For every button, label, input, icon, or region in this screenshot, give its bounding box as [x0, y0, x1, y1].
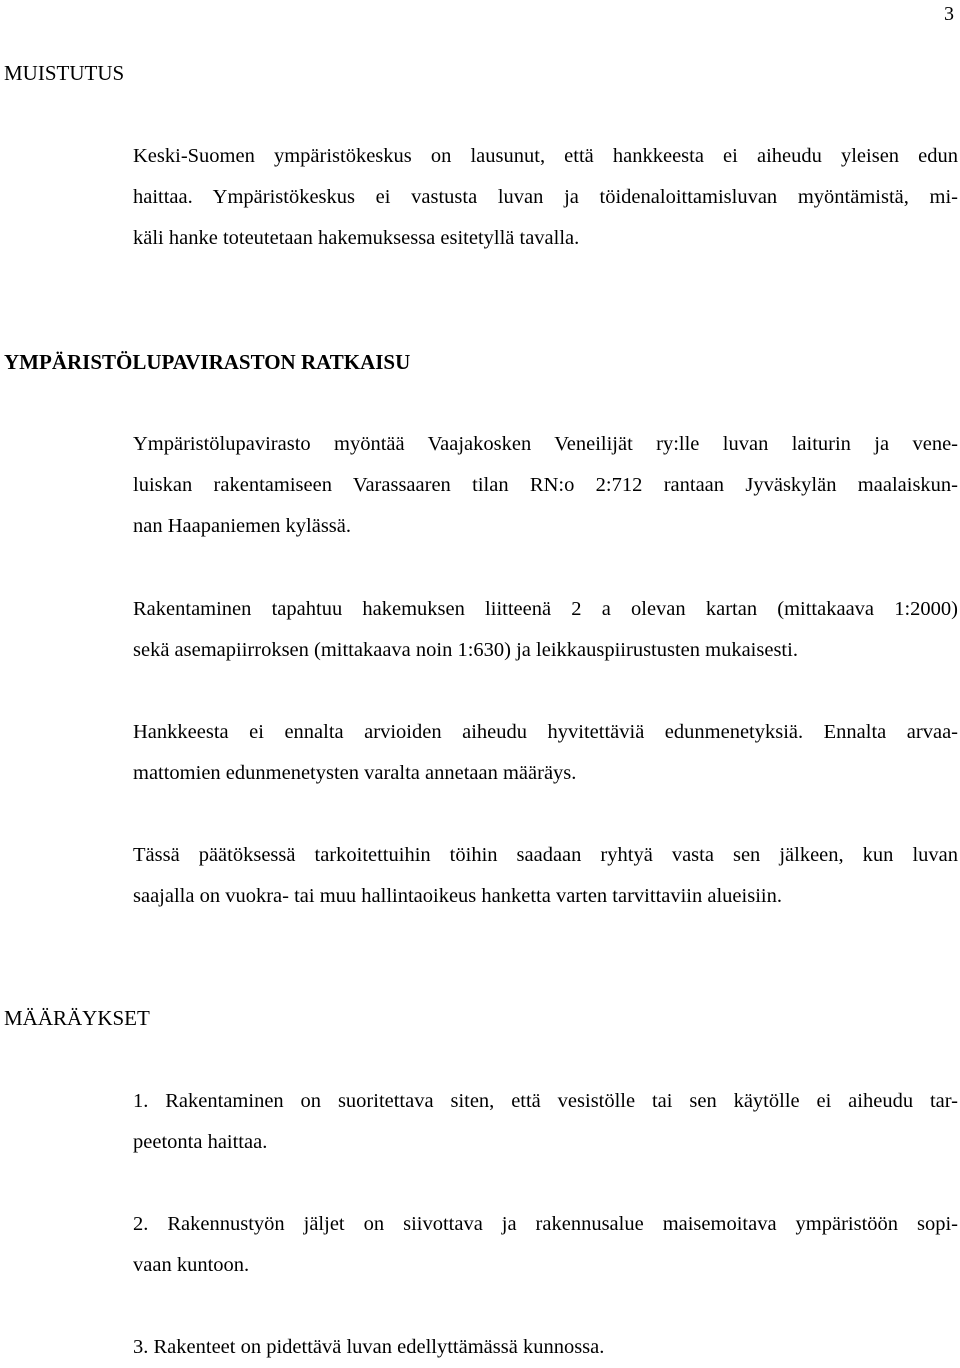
paragraph-ratkaisu-4 [133, 835, 958, 917]
list-item-maarays-1 [133, 1081, 958, 1163]
text-line: saajalla on vuokra- tai muu hallintaoikeus hanketta varten tarvittaviin alueisiin. [133, 885, 782, 907]
text-line: sekä asemapiirroksen (mittakaava noin 1:630) ja leikkauspiirustusten mukaisesti. [133, 639, 798, 661]
section-heading-ratkaisu: YMPÄRISTÖLUPAVIRASTON RATKAISU [4, 350, 411, 374]
list-item-maarays-3 [133, 1327, 958, 1368]
paragraph-ratkaisu-1 [133, 424, 958, 547]
text-line: Rakentaminen tapahtuu hakemuksen liitteenä 2 a olevan kartan (mittakaava 1:2000) [133, 598, 958, 620]
section-heading-maaraykset: MÄÄRÄYKSET [4, 1006, 150, 1030]
text-line: käli hanke toteutetaan hakemuksessa esitetyllä tavalla. [133, 227, 580, 249]
text-line: haittaa. Ympäristökeskus ei vastusta luvan ja töidenaloittamisluvan myöntämistä, mi- [133, 186, 958, 208]
paragraph-ratkaisu-3 [133, 712, 958, 794]
page-number: 3 [944, 3, 954, 25]
paragraph-ratkaisu-2 [133, 589, 958, 671]
text-line: Hankkeesta ei ennalta arvioiden aiheudu hyvitettäviä edunmenetyksiä. Ennalta arvaa- [133, 721, 958, 743]
text-line: mattomien edunmenetysten varalta annetaan määräys. [133, 762, 577, 784]
text-line: Tässä päätöksessä tarkoitettuihin töihin saadaan ryhtyä vasta sen jälkeen, kun luvan [133, 844, 958, 866]
text-line: 1. Rakentaminen on suoritettava siten, että vesistölle tai sen käytölle ei aiheudu tar- [133, 1090, 958, 1112]
text-line: 2. Rakennustyön jäljet on siivottava ja rakennusalue maisemoitava ympäristöön sopi- [133, 1213, 958, 1235]
text-line: Ympäristölupavirasto myöntää Vaajakosken Veneilijät ry:lle luvan laiturin ja vene- [133, 433, 958, 455]
text-line: 3. Rakenteet on pidettävä luvan edellyttämässä kunnossa. [133, 1336, 605, 1358]
text-line: peetonta haittaa. [133, 1131, 268, 1153]
text-line: vaan kuntoon. [133, 1254, 250, 1276]
list-item-maarays-2 [133, 1204, 958, 1286]
text-line: Keski-Suomen ympäristökeskus on lausunut, että hankkeesta ei aiheudu yleisen edun [133, 145, 958, 167]
paragraph-muistutus [133, 136, 958, 259]
section-heading-muistutus: MUISTUTUS [4, 61, 125, 85]
text-line: nan Haapaniemen kylässä. [133, 515, 352, 537]
text-line: luiskan rakentamiseen Varassaaren tilan RN:o 2:712 rantaan Jyväskylän maalaiskun- [133, 474, 958, 496]
